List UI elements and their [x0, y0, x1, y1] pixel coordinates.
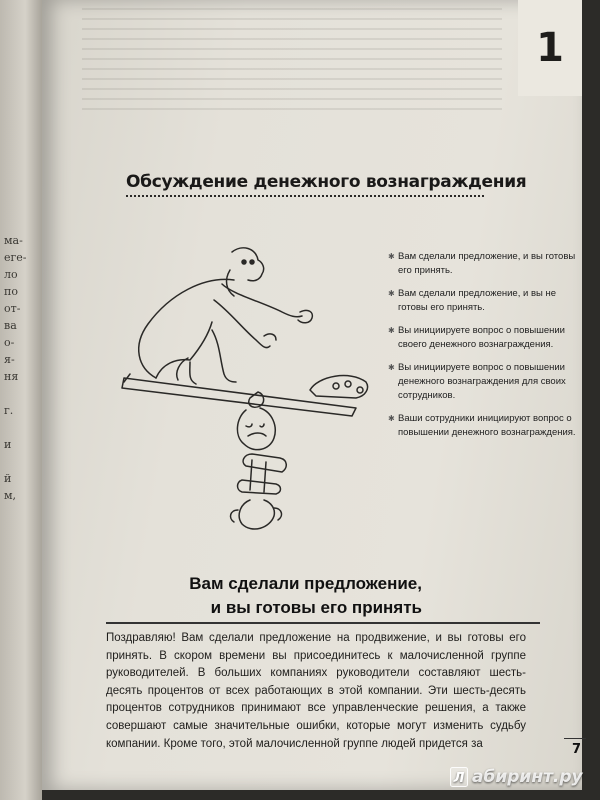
watermark	[450, 762, 583, 792]
left-page-fragment: о-	[4, 336, 15, 349]
topic-list	[388, 250, 578, 449]
subsection-heading-line: Вам сделали предложение,	[189, 574, 422, 593]
list-item-text: Вы инициируете вопрос о повышении своего денежного вознаграждения.	[398, 325, 565, 350]
title-underline	[126, 195, 484, 197]
left-page-edge	[0, 0, 42, 800]
chapter-number: 1	[536, 25, 564, 71]
list-item-text: Вы инициируете вопрос о повышении денежного вознаграждения для своих сотрудников.	[398, 362, 566, 401]
left-page-fragment: от-	[4, 302, 21, 315]
list-item-text: Вам сделали предложение, и вы не готовы его принять.	[398, 288, 556, 313]
list-item	[388, 250, 578, 278]
left-page-fragment: м,	[4, 489, 17, 502]
left-page-fragment: ма-	[4, 234, 23, 247]
left-page-fragment: ва	[4, 319, 17, 332]
bullet-star-icon: ✱	[388, 414, 395, 423]
book-page	[42, 0, 582, 790]
chapter-tab	[518, 0, 582, 96]
left-page-fragment: и	[4, 438, 12, 451]
subsection-rule	[106, 622, 540, 624]
bullet-star-icon: ✱	[388, 289, 395, 298]
seesaw-illustration	[114, 240, 394, 570]
list-item	[388, 287, 578, 315]
show-through-text	[82, 0, 502, 110]
subsection-heading	[122, 572, 422, 620]
section-title: Обсуждение денежного вознаграждения	[126, 172, 527, 192]
bullet-star-icon: ✱	[388, 326, 395, 335]
left-page-fragment: по	[4, 285, 18, 298]
left-page-fragment: й	[4, 472, 12, 485]
left-page-fragment: г.	[4, 404, 14, 417]
watermark-text: абиринт.ру	[472, 767, 583, 787]
left-page-fragment: я-	[4, 353, 15, 366]
bullet-star-icon: ✱	[388, 252, 395, 261]
list-item-text: Ваши сотрудники инициируют вопрос о повышении денежного вознаграждения.	[398, 413, 576, 438]
labirint-logo-icon	[450, 767, 468, 787]
left-page-fragment: еге-	[4, 251, 27, 264]
list-item	[388, 412, 578, 440]
subsection-heading-line: и вы готовы его принять	[210, 598, 422, 617]
list-item	[388, 324, 578, 352]
left-page-fragment: ня	[4, 370, 19, 383]
logo-letter: Л	[453, 771, 465, 786]
page-number: 7	[572, 742, 582, 757]
list-item	[388, 361, 578, 403]
bullet-star-icon: ✱	[388, 363, 395, 372]
body-paragraph: Поздравляю! Вам сделали предложение на продвижение, и вы готовы его принять. В скором времени вы присоединитесь к малочисленной группе руководителей. В больших компаниях руководители составляют шесть-десять процентов от всех работающих в этой компании. Эти шесть-десять процентов сотрудников принимают все управленческие решения, а также совершают самые значительные ошибки, которые могут изменить судьбу компании. Кроме того, этой малочисленной группе людей придется за	[106, 632, 526, 750]
left-page-fragment: ло	[4, 268, 18, 281]
list-item-text: Вам сделали предложение, и вы готовы его принять.	[398, 251, 576, 276]
